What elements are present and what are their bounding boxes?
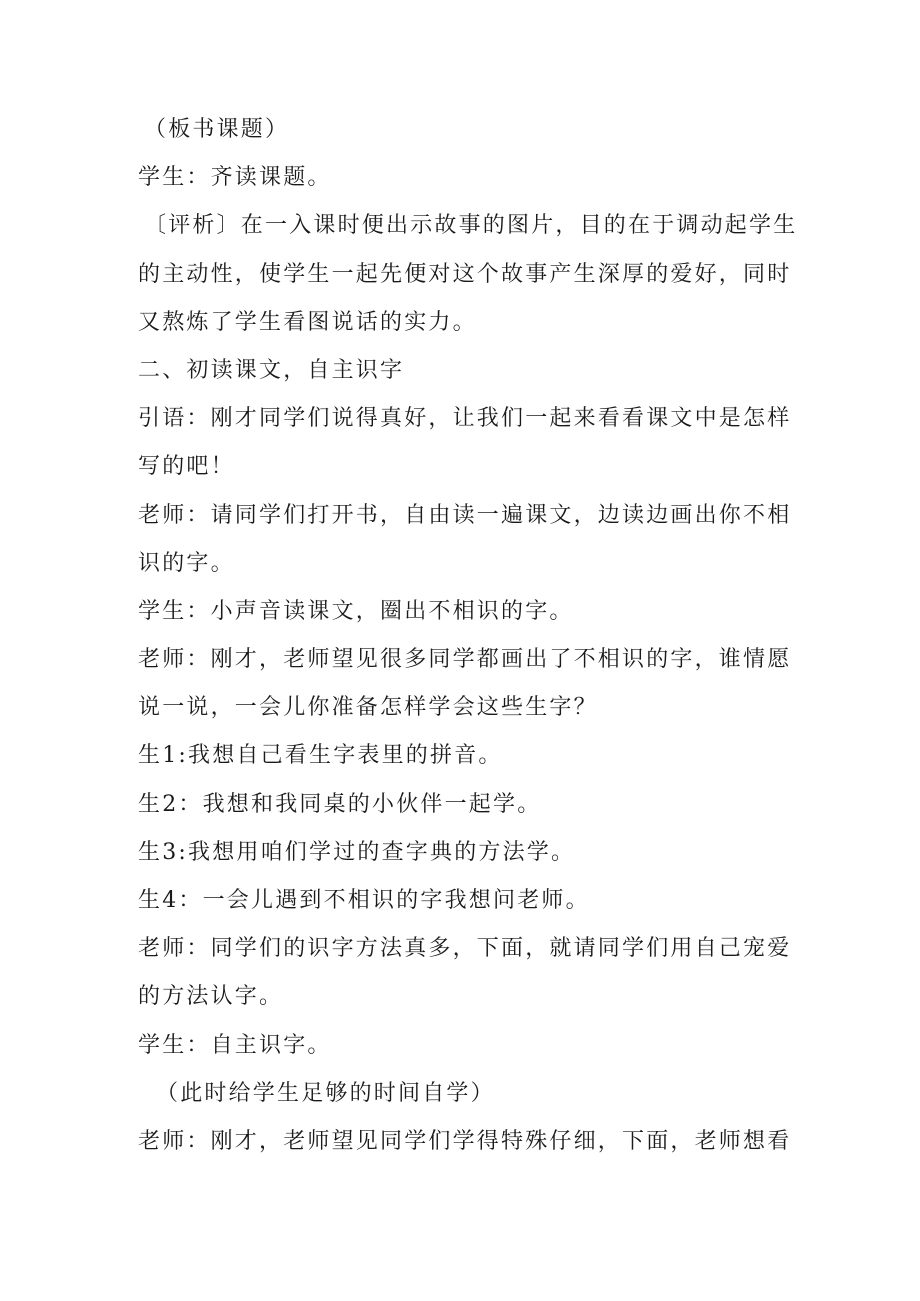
text-line: 生2：我想和我同桌的小伙伴一起学。 <box>138 791 542 817</box>
text-line: 的主动性，使学生一起先便对这个故事产生深厚的爱好，同时 <box>138 261 792 287</box>
text-line: 写的吧！ <box>138 454 235 480</box>
text-line: 老师：刚才，老师望见很多同学都画出了不相识的字，谁情愿 <box>138 647 792 673</box>
text-line: 学生：齐读课题。 <box>138 165 332 191</box>
text-line: 学生：自主识字。 <box>138 1032 332 1058</box>
text-line: （此时给学生足够的时间自学） <box>156 1080 495 1106</box>
text-line: 又熬炼了学生看图说话的实力。 <box>138 309 477 335</box>
text-line: 引语：刚才同学们说得真好，让我们一起来看看课文中是怎样 <box>138 406 792 432</box>
text-line: 老师：请同学们打开书，自由读一遍课文，边读边画出你不相 <box>138 502 792 528</box>
document-body <box>138 106 798 1166</box>
text-line: 老师：刚才，老师望见同学们学得特殊仔细，下面，老师想看 <box>138 1128 792 1154</box>
text-line: 生4：一会儿遇到不相识的字我想问老师。 <box>138 888 590 913</box>
text-line: 生1:我想自己看生字表里的拼音。 <box>138 743 503 769</box>
text-line: 〔评析〕在一入课时便出示故事的图片，目的在于调动起学生 <box>144 213 798 239</box>
text-line: 的方法认字。 <box>138 984 284 1010</box>
text-line: 说一说，一会儿你准备怎样学会这些生字？ <box>138 695 598 721</box>
text-line: 生3:我想用咱们学过的查字典的方法学。 <box>138 839 576 865</box>
section-heading: 二、初读课文，自主识字 <box>138 357 405 383</box>
text-line: 学生：小声音读课文，圈出不相识的字。 <box>138 598 574 624</box>
text-line: （板书课题） <box>144 117 290 142</box>
text-line: 老师：同学们的识字方法真多，下面，就请同学们用自己宠爱 <box>138 936 792 962</box>
text-line: 识的字。 <box>138 550 235 576</box>
